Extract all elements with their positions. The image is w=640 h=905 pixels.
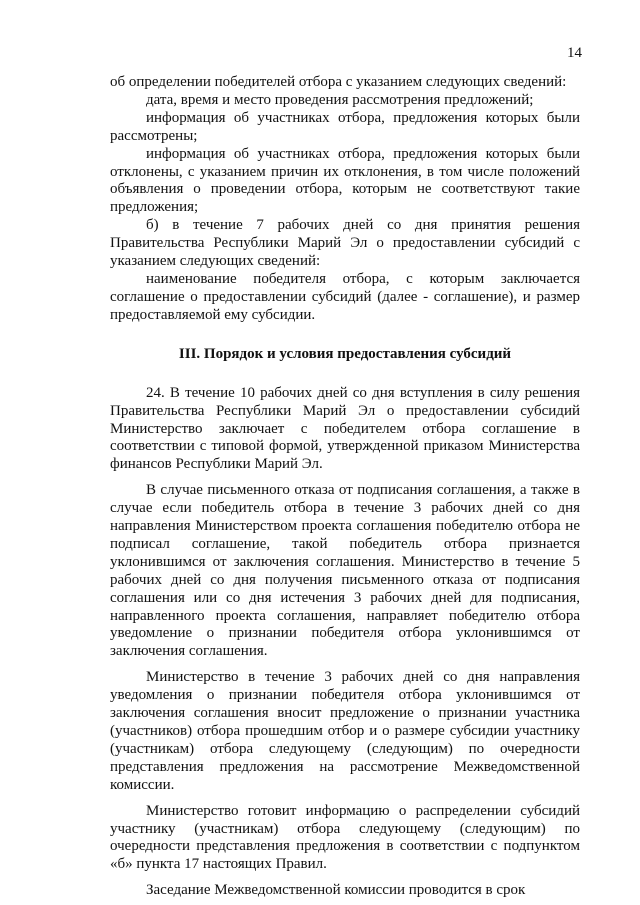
- paragraph-winners-intro: об определении победителей отбора с указанием следующих сведений:: [110, 74, 567, 90]
- paragraph-reviewed-participants: информация об участниках отбора, предложения которых были рассмотрены;: [110, 109, 580, 144]
- section-heading-wrap: [110, 325, 580, 385]
- paragraph-gap: [110, 661, 580, 669]
- paragraph-item-24: 24. В течение 10 рабочих дней со дня вступления в силу решения Правительства Республики Марий Эл о предоставлении субсидий Министерство заключает с победителем отбора соглашение в соответствии с типовой формой, утвержденной приказом Министерства финансов Республики Марий Эл.: [110, 384, 580, 473]
- paragraph-rejected-participants: информация об участниках отбора, предложения которых были отклонены, с указанием причин их отклонения, в том числе положений объявления о проведении отбора, которым не соответствуют такие предложения;: [110, 145, 580, 216]
- paragraph-ministry-information: Министерство готовит информацию о распределении субсидий участнику (участникам) отбора следующему (следующим) по очередности представления предложения в соответствии с подпунктом «б» пункта 17 настоящих Правил.: [110, 802, 580, 873]
- paragraph-ministry-proposal: Министерство в течение 3 рабочих дней со дня направления уведомления о признании победителя отбора уклонившимся от заключения соглашения вносит предложение о признании участника (участников) отбора прошедшим отбор и о размере субсидии участнику (участникам) отбора следующему (следующим) по очередности представления предложения на рассмотрение Межведомственной комиссии.: [110, 669, 580, 793]
- paragraph-gap: [110, 474, 580, 482]
- paragraph-winner-name: наименование победителя отбора, с которым заключается соглашение о предоставлении субсидий (далее - соглашение), и размер предоставляемой ему субсидии.: [110, 270, 580, 323]
- section-heading: III. Порядок и условия предоставления субсидий: [178, 345, 512, 362]
- paragraph-refusal: В случае письменного отказа от подписания соглашения, а также в случае если победитель отбора в течение 3 рабочих дней со дня направления Министерством проекта соглашения победителю отбора не подписал соглашение, такой победитель отбора признается уклонившимся от заключения соглашения. Министерство в течение 5 рабочих дней со дня получения письменного отказа от подписания соглашения или со дня истечения 3 рабочих дней для подписания, направленного проекта соглашения, направляет победителю отбора уведомление о признании победителя отбора уклонившимся от заключения соглашения.: [110, 482, 580, 660]
- paragraph-review-date: дата, время и место проведения рассмотрения предложений;: [146, 91, 534, 108]
- paragraph-gap: [110, 795, 580, 803]
- paragraph-gap: [110, 874, 580, 882]
- page-number: 14: [567, 45, 582, 61]
- paragraph-subitem-b: б) в течение 7 рабочих дней со дня принятия решения Правительства Республики Марий Эл о предоставлении субсидий с указанием следующих сведений:: [110, 217, 580, 270]
- document-body: [110, 74, 580, 900]
- paragraph-commission-meeting: Заседание Межведомственной комиссии проводится в срок: [146, 882, 526, 899]
